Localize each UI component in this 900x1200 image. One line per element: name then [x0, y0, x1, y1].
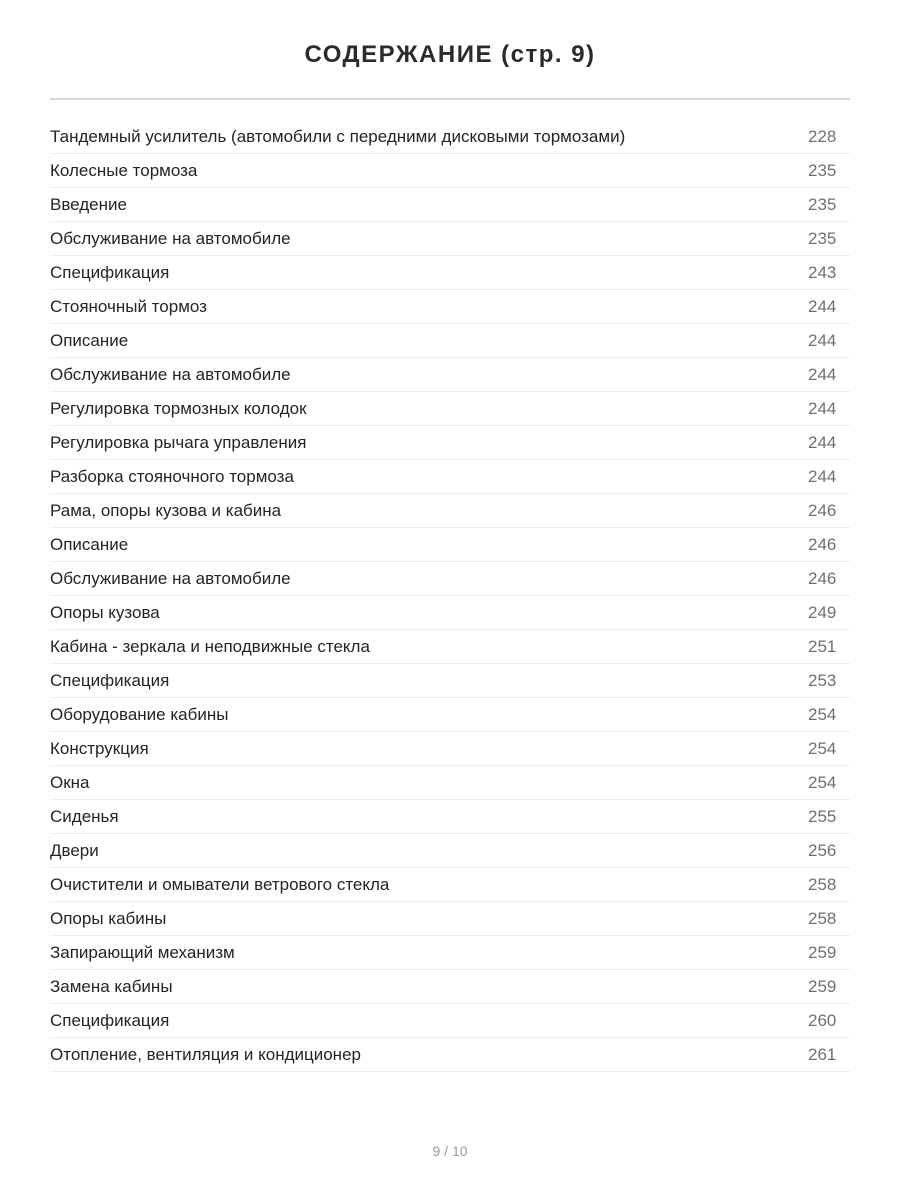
toc-entry-page: 255	[808, 806, 837, 826]
toc-entry-title: Разборка стояночного тормоза	[50, 466, 294, 486]
toc-entry-page: 258	[808, 908, 837, 928]
toc-entry[interactable]	[50, 868, 850, 902]
toc-entry-page: 254	[808, 738, 837, 758]
toc-entry-page: 249	[808, 602, 837, 622]
toc-entry-title: Конструкция	[50, 738, 149, 758]
page-indicator: 9 / 10	[432, 1143, 468, 1159]
toc-entry-page: 244	[808, 398, 837, 418]
toc-entry[interactable]	[50, 800, 850, 834]
toc-entry[interactable]	[50, 732, 850, 766]
toc-entry-page: 244	[808, 466, 837, 486]
toc-entry[interactable]	[50, 528, 850, 562]
toc-entry-title: Описание	[50, 330, 129, 350]
toc-entry[interactable]	[50, 698, 850, 732]
toc-entry-title: Обслуживание на автомобиле	[50, 228, 291, 248]
toc-entry-title: Запирающий механизм	[50, 942, 235, 962]
toc-entry[interactable]	[50, 494, 850, 528]
toc-entry[interactable]	[50, 324, 850, 358]
toc-entry[interactable]	[50, 358, 850, 392]
toc-entry[interactable]	[50, 664, 850, 698]
toc-entry-page: 244	[808, 364, 837, 384]
toc-entry-page: 261	[808, 1044, 837, 1064]
toc-entry-title: Замена кабины	[50, 976, 173, 996]
toc-entry-page: 244	[808, 296, 837, 316]
toc-entry[interactable]	[50, 222, 850, 256]
toc-entry[interactable]	[50, 460, 850, 494]
toc-entry-page: 244	[808, 432, 837, 452]
toc-entry-page: 258	[808, 874, 837, 894]
toc-entry-page: 235	[808, 228, 837, 248]
toc-entry-page: 259	[808, 942, 837, 962]
toc-entry-page: 251	[808, 636, 837, 656]
toc-entry-title: Кабина - зеркала и неподвижные стекла	[50, 636, 370, 656]
toc-entry-title: Спецификация	[50, 262, 170, 282]
toc-entry[interactable]	[50, 154, 850, 188]
toc-entry-page: 260	[808, 1010, 837, 1030]
toc-entry[interactable]	[50, 1004, 850, 1038]
toc-entry-page: 235	[808, 160, 837, 180]
toc-entry[interactable]	[50, 936, 850, 970]
toc-entry-title: Опоры кузова	[50, 602, 160, 622]
title-divider	[50, 98, 850, 100]
toc-entry[interactable]	[50, 766, 850, 800]
toc-entry-page: 244	[808, 330, 837, 350]
toc-entry-title: Оборудование кабины	[50, 704, 229, 724]
toc-entry-page: 259	[808, 976, 837, 996]
toc-entry-title: Рама, опоры кузова и кабина	[50, 500, 282, 520]
toc-entry[interactable]	[50, 970, 850, 1004]
toc-entry-title: Обслуживание на автомобиле	[50, 364, 291, 384]
toc-entry[interactable]	[50, 630, 850, 664]
toc-entry[interactable]	[50, 426, 850, 460]
toc-entry-title: Сиденья	[50, 806, 119, 826]
toc-entry[interactable]	[50, 902, 850, 936]
toc-list	[50, 120, 850, 1072]
toc-entry[interactable]	[50, 290, 850, 324]
toc-entry-title: Двери	[50, 840, 99, 860]
toc-entry-title: Спецификация	[50, 1010, 170, 1030]
toc-entry[interactable]	[50, 834, 850, 868]
page-title: СОДЕРЖАНИЕ (стр. 9)	[304, 41, 596, 68]
toc-entry[interactable]	[50, 596, 850, 630]
toc-entry-title: Опоры кабины	[50, 908, 167, 928]
toc-entry-title: Спецификация	[50, 670, 170, 690]
toc-entry-page: 246	[808, 568, 837, 588]
toc-entry-title: Очистители и омыватели ветрового стекла	[50, 874, 390, 894]
toc-entry-page: 253	[808, 670, 837, 690]
toc-entry-title: Введение	[50, 194, 127, 214]
toc-entry-title: Регулировка рычага управления	[50, 432, 307, 452]
toc-entry-page: 256	[808, 840, 837, 860]
toc-entry-title: Тандемный усилитель (автомобили с передними дисковыми тормозами)	[50, 126, 626, 146]
toc-entry[interactable]	[50, 120, 850, 154]
toc-entry[interactable]	[50, 256, 850, 290]
toc-entry-title: Обслуживание на автомобиле	[50, 568, 291, 588]
toc-entry[interactable]	[50, 188, 850, 222]
toc-entry[interactable]	[50, 562, 850, 596]
toc-entry-page: 243	[808, 262, 837, 282]
toc-entry-title: Регулировка тормозных колодок	[50, 398, 307, 418]
toc-entry-page: 235	[808, 194, 837, 214]
toc-entry-page: 254	[808, 772, 837, 792]
toc-entry-page: 254	[808, 704, 837, 724]
toc-entry-page: 246	[808, 534, 837, 554]
toc-entry-title: Колесные тормоза	[50, 160, 198, 180]
toc-entry-page: 228	[808, 126, 837, 146]
toc-entry-title: Стояночный тормоз	[50, 296, 207, 316]
toc-entry[interactable]	[50, 392, 850, 426]
toc-entry-title: Описание	[50, 534, 129, 554]
toc-entry-page: 246	[808, 500, 837, 520]
toc-entry-title: Отопление, вентиляция и кондиционер	[50, 1044, 361, 1064]
toc-entry-title: Окна	[50, 772, 90, 792]
toc-entry[interactable]	[50, 1038, 850, 1072]
